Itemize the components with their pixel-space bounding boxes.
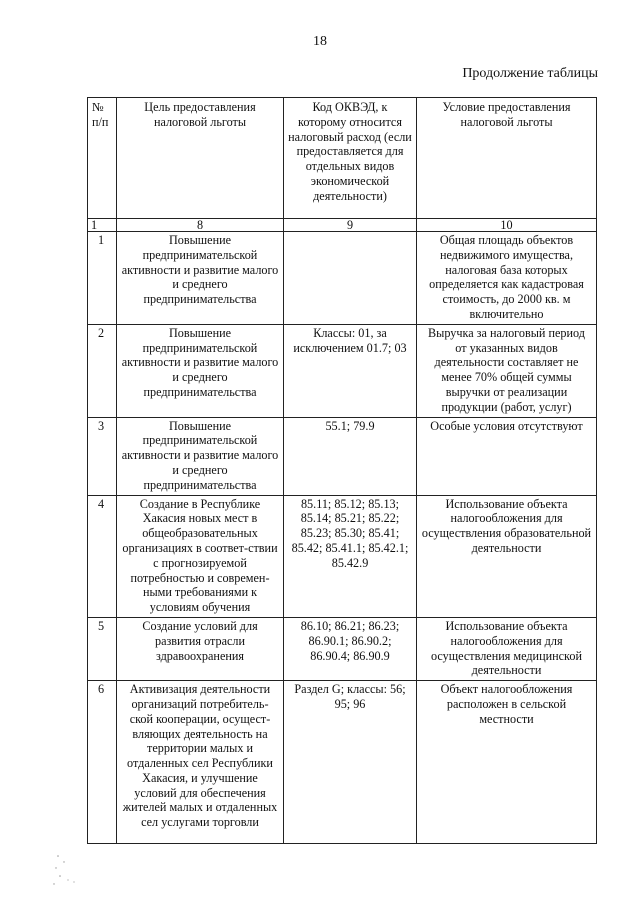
condition-cell: Общая площадь объектов недвижимого имущества, налоговая база которых определяется как кадастровая стоимость, до 2000 кв. м включительно <box>417 232 597 325</box>
okved-cell: Классы: 01, за исключением 01.7; 03 <box>284 324 417 417</box>
goal-cell: Создание условий для развития отрасли здравоохранения <box>117 617 284 680</box>
row-number: 4 <box>88 495 117 617</box>
goal-cell: Повышение предпринимательской активности и развитие малого и среднего предпринимательства <box>117 417 284 495</box>
header-condition: Условие предоставления налоговой льготы <box>417 98 597 219</box>
column-numbers-row <box>88 219 597 232</box>
tax-benefits-table <box>87 97 597 844</box>
condition-cell: Использование объекта налогообложения для осуществления медицинской деятельности <box>417 617 597 680</box>
table-row <box>88 681 597 844</box>
okved-cell <box>284 232 417 325</box>
table-row <box>88 417 597 495</box>
goal-cell: Повышение предпринимательской активности и развитие малого и среднего предпринимательства <box>117 232 284 325</box>
okved-cell: 55.1; 79.9 <box>284 417 417 495</box>
table-row <box>88 324 597 417</box>
continuation-label: Продолжение таблицы <box>462 66 598 81</box>
condition-cell: Объект налогообложения расположен в сельской местности <box>417 681 597 844</box>
condition-cell: Использование объекта налогообложения для осуществления образовательной деятельности <box>417 495 597 617</box>
okved-cell: 86.10; 86.21; 86.23; 86.90.1; 86.90.2; 86.90.4; 86.90.9 <box>284 617 417 680</box>
header-okved: Код ОКВЭД, к которому относится налоговый расход (если предоставляется для отдельных видов экономической деятельности) <box>284 98 417 219</box>
goal-cell: Создание в Республике Хакасия новых мест в общеобразовательных организациях в соответ-ствии с прогнозируемой потребностью и современ-ными требованиями к условиям обучения <box>117 495 284 617</box>
table-row <box>88 232 597 325</box>
table-row <box>88 617 597 680</box>
column-number: 9 <box>284 219 417 232</box>
okved-cell: 85.11; 85.12; 85.13; 85.14; 85.21; 85.22; 85.23; 85.30; 85.41; 85.42; 85.41.1; 85.42.1; 85.42.9 <box>284 495 417 617</box>
goal-cell: Активизация деятельности организаций потребитель-ской кооперации, осущест-вляющих деятельность на территории малых и отдаленных сел Республики Хакасия, и улучшение условий для обеспечения жителей малых и отдаленных сел услугами торговли <box>117 681 284 844</box>
row-number: 6 <box>88 681 117 844</box>
row-number: 5 <box>88 617 117 680</box>
header-goal: Цель предоставления налоговой льготы <box>117 98 284 219</box>
row-number: 1 <box>88 232 117 325</box>
column-number: 1 <box>88 219 117 232</box>
scan-artifact-mark <box>48 850 88 890</box>
table-header-row <box>88 98 597 219</box>
condition-cell: Особые условия отсутствуют <box>417 417 597 495</box>
table-row <box>88 495 597 617</box>
header-number: № п/п <box>88 98 117 219</box>
okved-cell: Раздел G; классы: 56; 95; 96 <box>284 681 417 844</box>
row-number: 2 <box>88 324 117 417</box>
goal-cell: Повышение предпринимательской активности и развитие малого и среднего предпринимательства <box>117 324 284 417</box>
row-number: 3 <box>88 417 117 495</box>
page-number: 18 <box>313 34 327 49</box>
column-number: 8 <box>117 219 284 232</box>
condition-cell: Выручка за налоговый период от указанных видов деятельности составляет не менее 70% общей суммы выручки от реализации продукции (работ, услуг) <box>417 324 597 417</box>
column-number: 10 <box>417 219 597 232</box>
